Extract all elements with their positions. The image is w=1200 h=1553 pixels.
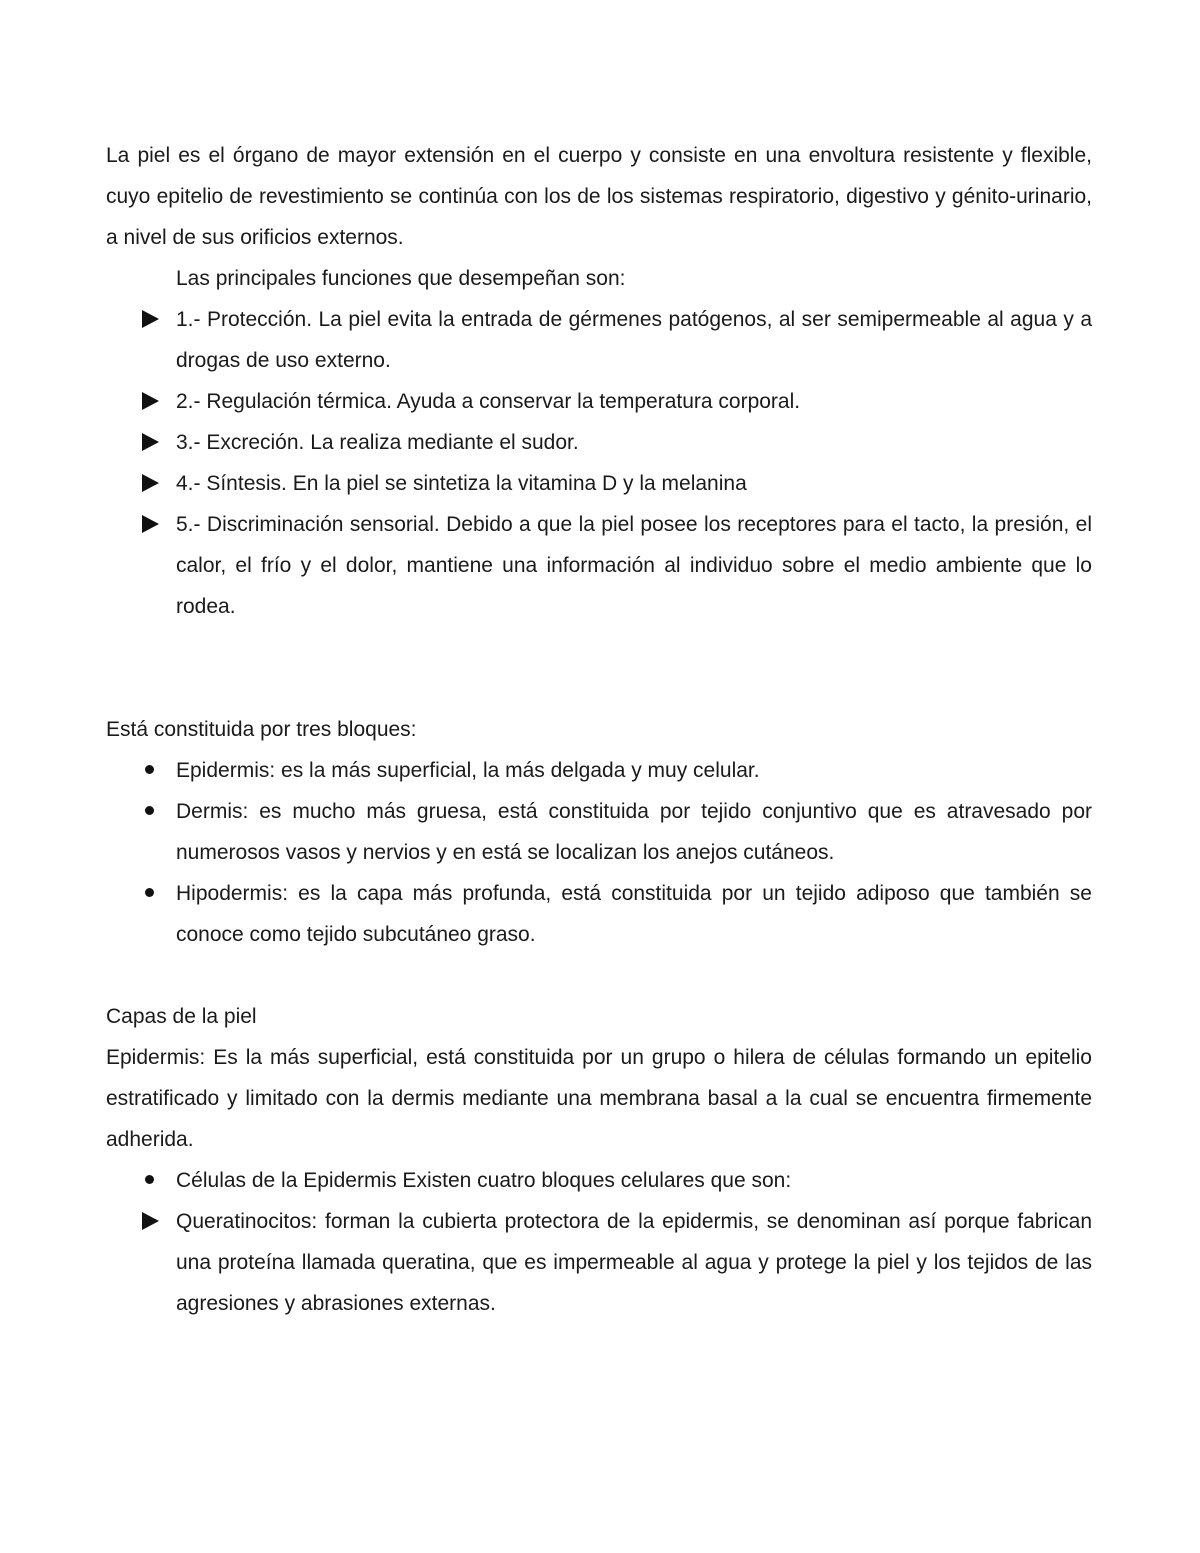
layers-list xyxy=(106,1160,1092,1324)
cells-text: Células de la Epidermis Existen cuatro bloques celulares que son: xyxy=(176,1169,792,1192)
list-item xyxy=(106,299,1092,381)
document-page xyxy=(106,135,1092,1324)
function-text: 1.- Protección. La piel evita la entrada de gérmenes patógenos, al ser semipermeable al agua y a drogas de uso externo. xyxy=(176,308,1092,372)
list-item xyxy=(106,1160,1092,1201)
list-item xyxy=(106,873,1092,955)
functions-lead: Las principales funciones que desempeñan son: xyxy=(176,267,626,290)
block-text: Epidermis: es la más superficial, la más delgada y muy celular. xyxy=(176,759,760,782)
list-item xyxy=(106,1201,1092,1324)
keratinocytes-text: Queratinocitos: forman la cubierta protectora de la epidermis, se denominan así porque fabrican una proteína llamada queratina, que es impermeable al agua y protege la piel y los tejidos de las agresiones y abrasiones externas. xyxy=(176,1210,1092,1315)
dot-bullet-icon xyxy=(142,1160,154,1201)
intro-paragraph: La piel es el órgano de mayor extensión en el cuerpo y consiste en una envoltura resistente y flexible, cuyo epitelio de revestimiento se continúa con los de los sistemas respiratorio, digestivo y génito-urinario, a nivel de sus orificios externos. xyxy=(106,144,1092,249)
list-item xyxy=(106,750,1092,791)
epidermis-paragraph: Epidermis: Es la más superficial, está constituida por un grupo o hilera de células formando un epitelio estratificado y limitado con la dermis mediante una membrana basal a la cual se encuentra firmemente adherida. xyxy=(106,1046,1092,1151)
list-item xyxy=(106,504,1092,627)
list-item xyxy=(106,381,1092,422)
list-item xyxy=(106,463,1092,504)
dot-bullet-icon xyxy=(142,873,154,914)
arrow-bullet-icon xyxy=(142,299,159,340)
function-text: 2.- Regulación térmica. Ayuda a conservar la temperatura corporal. xyxy=(176,390,801,413)
dot-bullet-icon xyxy=(142,750,154,791)
function-text: 5.- Discriminación sensorial. Debido a que la piel posee los receptores para el tacto, la presión, el calor, el frío y el dolor, mantiene una información al individuo sobre el medio ambiente que lo rodea. xyxy=(176,513,1092,618)
spacer xyxy=(106,955,1092,996)
function-text: 4.- Síntesis. En la piel se sintetiza la vitamina D y la melanina xyxy=(176,472,747,495)
function-text: 3.- Excreción. La realiza mediante el sudor. xyxy=(176,431,579,454)
spacer xyxy=(106,627,1092,709)
arrow-bullet-icon xyxy=(142,1201,159,1242)
layers-heading: Capas de la piel xyxy=(106,1005,257,1028)
dot-bullet-icon xyxy=(142,791,154,832)
blocks-lead: Está constituida por tres bloques: xyxy=(106,718,417,741)
arrow-bullet-icon xyxy=(142,504,159,545)
block-text: Dermis: es mucho más gruesa, está constituida por tejido conjuntivo que es atravesado por numerosos vasos y nervios y en está se localizan los anejos cutáneos. xyxy=(176,800,1092,864)
functions-list xyxy=(106,299,1092,627)
list-item xyxy=(106,422,1092,463)
arrow-bullet-icon xyxy=(142,463,159,504)
block-text: Hipodermis: es la capa más profunda, está constituida por un tejido adiposo que también se conoce como tejido subcutáneo graso. xyxy=(176,882,1092,946)
arrow-bullet-icon xyxy=(142,381,159,422)
arrow-bullet-icon xyxy=(142,422,159,463)
list-item xyxy=(106,791,1092,873)
blocks-list xyxy=(106,750,1092,955)
